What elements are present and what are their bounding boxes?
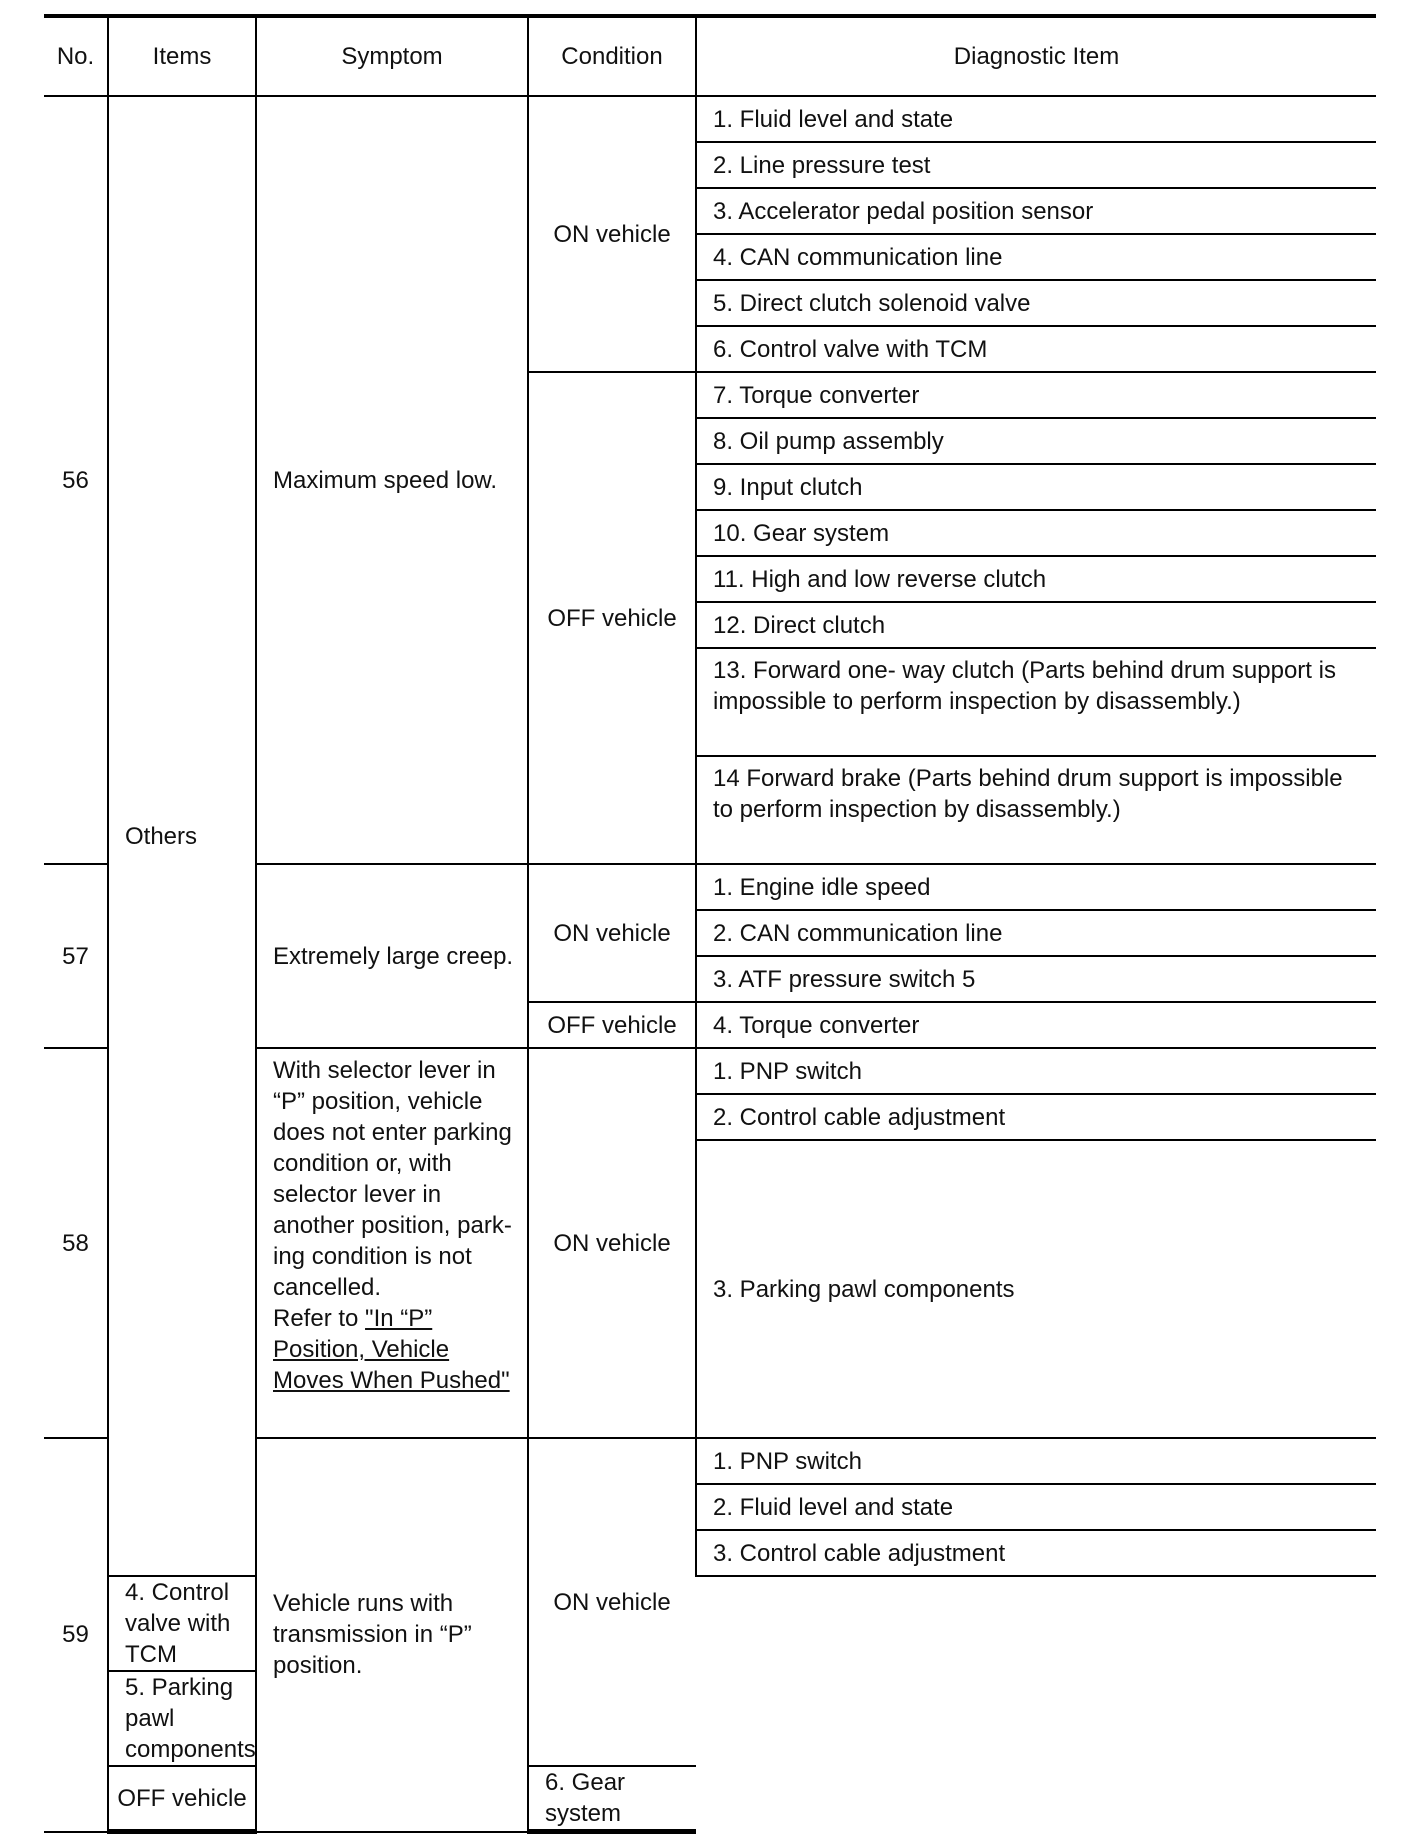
table-row bbox=[44, 96, 1376, 142]
diagnostic-item: 11. High and low reverse clutch bbox=[696, 556, 1376, 602]
diagnostic-item: 12. Direct clutch bbox=[696, 602, 1376, 648]
diagnostic-item: 3. Parking pawl components bbox=[696, 1140, 1376, 1438]
diagnostic-table bbox=[44, 14, 1376, 1834]
diagnostic-item: 4. Torque converter bbox=[696, 1002, 1376, 1048]
diagnostic-item: 5. Direct clutch solenoid valve bbox=[696, 280, 1376, 326]
condition-56-on: ON vehicle bbox=[528, 96, 696, 372]
header-symptom: Symptom bbox=[256, 16, 528, 96]
diagnostic-item: 1. PNP switch bbox=[696, 1048, 1376, 1094]
diagnostic-item: 6. Control valve with TCM bbox=[696, 326, 1376, 372]
diagnostic-item: 7. Torque converter bbox=[696, 372, 1376, 418]
header-diagnostic-item: Diagnostic Item bbox=[696, 16, 1376, 96]
symptom-57: Extremely large creep. bbox=[256, 864, 528, 1048]
diagnostic-item: 2. Line pressure test bbox=[696, 142, 1376, 188]
diagnostic-item: 5. Parking pawl components bbox=[108, 1671, 256, 1766]
diagnostic-item: 13. Forward one- way clutch (Parts behind drum support is impossible to perform inspection by disassembly.) bbox=[696, 648, 1376, 756]
condition-59-on: ON vehicle bbox=[528, 1438, 696, 1766]
symptom-58-text: With selector lever in “P” position, vehicle does not enter parking condition or, with selector lever in another position, park- ing condition is not cancelled. bbox=[273, 1057, 512, 1301]
row-number-56: 56 bbox=[44, 96, 108, 864]
condition-58-on: ON vehicle bbox=[528, 1048, 696, 1438]
diagnostic-item: 4. CAN communication line bbox=[696, 234, 1376, 280]
header-row bbox=[44, 16, 1376, 96]
diagnostic-item: 2. Fluid level and state bbox=[696, 1484, 1376, 1530]
diagnostic-item: 2. Control cable adjustment bbox=[696, 1094, 1376, 1140]
symptom-58-refer: Refer to bbox=[273, 1305, 366, 1332]
diagnostic-item: 1. Engine idle speed bbox=[696, 864, 1376, 910]
header-condition: Condition bbox=[528, 16, 696, 96]
diagnostic-item: 10. Gear system bbox=[696, 510, 1376, 556]
header-items: Items bbox=[108, 16, 256, 96]
diagnostic-item: 3. ATF pressure switch 5 bbox=[696, 956, 1376, 1002]
condition-59-off: OFF vehicle bbox=[108, 1766, 256, 1832]
row-number-58: 58 bbox=[44, 1048, 108, 1438]
row-number-57: 57 bbox=[44, 864, 108, 1048]
diagnostic-item: 8. Oil pump assembly bbox=[696, 418, 1376, 464]
diagnostic-item: 14 Forward brake (Parts behind drum support is impossible to perform inspection by disassembly.) bbox=[696, 756, 1376, 864]
diagnostic-item: 3. Control cable adjustment bbox=[696, 1530, 1376, 1576]
condition-56-off: OFF vehicle bbox=[528, 372, 696, 864]
diagnostic-item: 9. Input clutch bbox=[696, 464, 1376, 510]
symptom-58-link[interactable]: "In “P” Position, Vehicle Moves When Pushed" bbox=[273, 1305, 510, 1394]
diagnostic-item: 1. PNP switch bbox=[696, 1438, 1376, 1484]
condition-57-off: OFF vehicle bbox=[528, 1002, 696, 1048]
condition-57-on: ON vehicle bbox=[528, 864, 696, 1002]
symptom-58 bbox=[256, 1048, 528, 1438]
row-number-59: 59 bbox=[44, 1438, 108, 1832]
diagnostic-item: 4. Control valve with TCM bbox=[108, 1576, 256, 1671]
diagnostic-item: 3. Accelerator pedal position sensor bbox=[696, 188, 1376, 234]
diagnostic-item: 1. Fluid level and state bbox=[696, 96, 1376, 142]
items-others: Others bbox=[108, 96, 256, 1576]
symptom-56: Maximum speed low. bbox=[256, 96, 528, 864]
symptom-59: Vehicle runs with transmission in “P” position. bbox=[256, 1438, 528, 1832]
diagnostic-item: 2. CAN communication line bbox=[696, 910, 1376, 956]
header-no: No. bbox=[44, 16, 108, 96]
diagnostic-item: 6. Gear system bbox=[528, 1766, 696, 1832]
